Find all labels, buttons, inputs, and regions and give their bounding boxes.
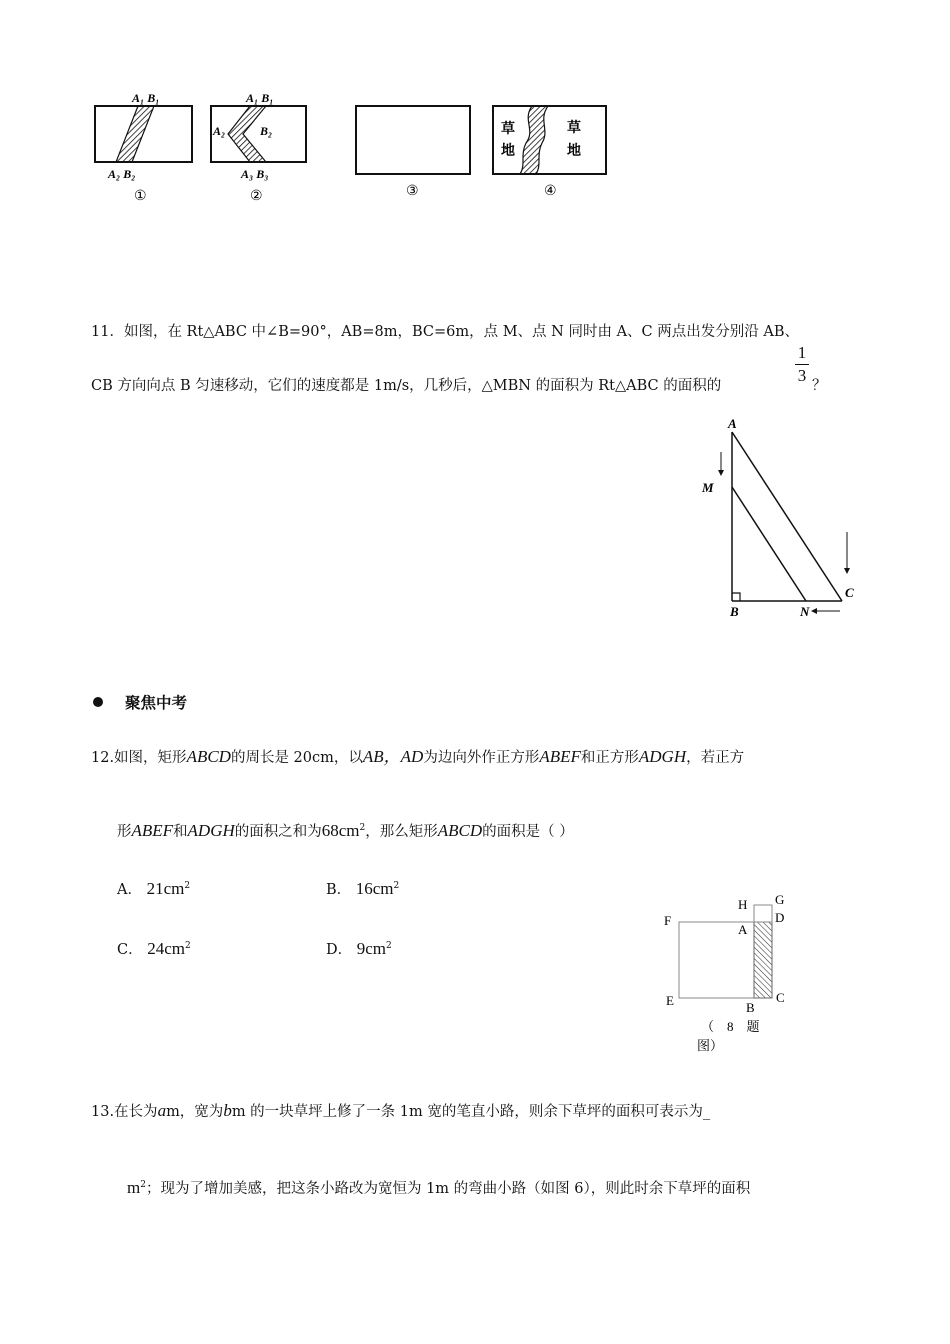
q12-l2-unit: cm xyxy=(338,821,360,840)
option-sup: 2 xyxy=(184,881,191,892)
q12-option-a[interactable] xyxy=(117,878,190,899)
q12-l2-text-3: 的面积之和为 xyxy=(234,824,322,840)
q12-text-5: ，若正方 xyxy=(686,750,745,766)
label-N: N xyxy=(800,604,810,619)
q12-text-2: 的周长是 20cm，以 xyxy=(230,750,363,766)
q12-text-4: 和正方形 xyxy=(580,750,639,766)
fig1-label-bottom: A₂ B₂ xyxy=(108,167,136,181)
q13-unit: m xyxy=(127,1178,141,1197)
q13-text-3: m 的一块草坪上修了一条 1m 宽的笔直小路，则余下草坪的面积可表示为_ xyxy=(231,1104,711,1120)
q12-l2-var-adgh: ADGH xyxy=(187,821,235,840)
q11-line1: 11．如图，在 Rt△ABC 中∠B=90°，AB=8m，BC=6m，点 M、点 N 同时由 A、C 两点出发分别沿 AB、 xyxy=(91,324,799,340)
q13-var-a: a xyxy=(157,1101,167,1120)
fig1-label-top: A₁ B₁ xyxy=(132,91,160,105)
fig4-left-top: 草 xyxy=(501,121,515,137)
q12-var-abef: ABEF xyxy=(539,747,581,766)
fig2-label-top: A₁ B₁ xyxy=(246,91,274,105)
option-value: 9 xyxy=(356,939,366,958)
option-value: 24 xyxy=(147,939,165,958)
option-sup: 2 xyxy=(393,881,400,892)
section-title: 聚焦中考 xyxy=(125,694,188,712)
label-G: G xyxy=(775,892,785,907)
label-B: B xyxy=(746,1000,755,1015)
label-M: M xyxy=(702,480,714,495)
q13-var-b: b xyxy=(223,1101,232,1120)
figure-2 xyxy=(211,91,306,204)
fig4-caption: ④ xyxy=(544,184,557,199)
q12-option-d[interactable] xyxy=(326,938,392,959)
option-sup: 2 xyxy=(386,941,392,952)
option-key: B． xyxy=(326,882,352,898)
fig1-caption: ① xyxy=(134,189,147,204)
top-figures xyxy=(80,85,620,210)
option-value: 21 xyxy=(146,879,164,898)
option-unit: cm xyxy=(164,939,185,958)
q13-text-4: ；现为了增加美感，把这条小路改为宽恒为 1m 的弯曲小路（如图 6），则此时余下草坪的面积 xyxy=(145,1181,751,1197)
label-C: C xyxy=(845,585,854,600)
label-A: A xyxy=(738,922,748,937)
q12-l2-var-abef: ABEF xyxy=(131,821,174,840)
option-value: 16 xyxy=(355,879,373,898)
q12-text-3: 为边向外作正方形 xyxy=(423,750,540,766)
label-C: C xyxy=(776,990,785,1005)
label-B: B xyxy=(730,604,739,619)
q12-l2-num: 68 xyxy=(321,821,339,840)
fig2-label-left: A₂ xyxy=(213,124,226,138)
q11-line2 xyxy=(91,374,721,395)
option-unit: cm xyxy=(163,879,185,898)
label-A: A xyxy=(728,416,737,431)
section-bullet xyxy=(93,697,103,707)
q13-line1 xyxy=(91,1100,710,1121)
q11-end-mark: ？ xyxy=(812,378,827,394)
q12-l2-text-4: ，那么矩形 xyxy=(365,824,438,840)
label-E: E xyxy=(666,993,674,1008)
fig2-label-mid: B₂ xyxy=(260,124,273,138)
q12-var-ab-ad: AB，AD xyxy=(362,747,424,766)
fraction-numerator: 1 xyxy=(797,343,807,362)
q12-square-figure xyxy=(655,888,805,1058)
figure-3 xyxy=(356,106,470,199)
fig3-caption: ③ xyxy=(406,184,419,199)
fig2-caption: ② xyxy=(250,189,263,204)
figure-1 xyxy=(95,91,192,204)
q12-l2-text-2: 和 xyxy=(173,824,188,840)
q11-fraction xyxy=(795,344,809,385)
q12-l2-text-5: 的面积是（ ） xyxy=(482,824,574,840)
fig4-left-bottom: 地 xyxy=(501,143,515,159)
q13-text-2: m，宽为 xyxy=(166,1104,224,1120)
figure-4 xyxy=(493,106,606,199)
q12-l2-text-1: 形 xyxy=(117,824,132,840)
q12-var-abcd: ABCD xyxy=(186,747,231,766)
fig4-right-bottom: 地 xyxy=(567,143,581,159)
option-key: D． xyxy=(326,942,353,958)
label-D: D xyxy=(775,910,785,925)
q12-option-b[interactable] xyxy=(326,878,399,899)
q13-line2 xyxy=(127,1177,750,1198)
option-sup: 2 xyxy=(185,941,191,952)
q12-var-adgh: ADGH xyxy=(638,747,687,766)
q13-sup: 2 xyxy=(140,1180,146,1191)
figure-caption-2: 图） xyxy=(697,1038,724,1053)
label-H: H xyxy=(738,897,748,912)
q12-text-1: 12.如图，矩形 xyxy=(91,750,187,766)
q11-triangle-figure xyxy=(690,410,880,625)
q12-l2-var-abcd: ABCD xyxy=(437,821,483,840)
option-unit: cm xyxy=(365,939,387,958)
label-F: F xyxy=(664,913,672,928)
q12-l2-sup: 2 xyxy=(359,823,366,834)
figure-caption-1: （ 8 题 xyxy=(701,1019,760,1034)
q11-line2-text: CB 方向向点 B 匀速移动，它们的速度都是 1m/s，几秒后，△MBN 的面积为 Rt△ABC 的面积的 xyxy=(91,378,722,394)
q12-line2 xyxy=(117,820,574,841)
option-key: A． xyxy=(117,882,142,898)
fraction-denominator: 3 xyxy=(797,366,807,385)
q12-option-c[interactable] xyxy=(117,938,191,959)
option-unit: cm xyxy=(372,879,394,898)
option-key: C． xyxy=(117,942,143,958)
q12-line1 xyxy=(91,742,744,767)
fig4-right-top: 草 xyxy=(567,120,581,136)
fig2-label-bottom: A₃ B₃ xyxy=(241,167,269,181)
q13-text-1: 13.在长为 xyxy=(91,1104,158,1120)
